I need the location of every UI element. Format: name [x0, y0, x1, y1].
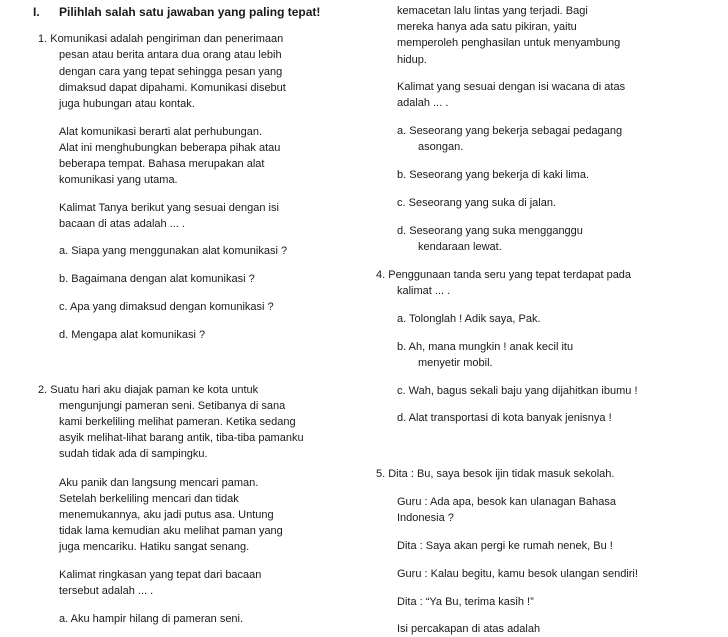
- question-5-prompt: Isi percakapan di atas adalah: [397, 623, 541, 635]
- question-4-option-d[interactable]: d. Alat transportasi di kota banyak jenisnya !: [397, 412, 612, 424]
- question-3-option-b[interactable]: b. Seseorang yang bekerja di kaki lima.: [397, 169, 589, 181]
- question-3-prompt: Kalimat yang sesuai dengan isi wacana di atas: [397, 81, 626, 93]
- question-4-option-b-cont: menyetir mobil.: [418, 357, 493, 369]
- question-3-prompt: adalah ... .: [397, 97, 449, 109]
- question-3-option-a-cont: asongan.: [418, 141, 464, 153]
- question-3-text: hidup.: [397, 54, 427, 66]
- question-5-dialog: Guru : Kalau begitu, kamu besok ulangan sendiri!: [397, 568, 638, 580]
- question-4-stem: kalimat ... .: [397, 285, 451, 297]
- question-5-dialog: Dita : Saya akan pergi ke rumah nenek, Bu !: [397, 540, 613, 552]
- question-2-prompt: Kalimat ringkasan yang tepat dari bacaan: [59, 569, 262, 581]
- question-1-prompt: Kalimat Tanya berikut yang sesuai dengan isi: [59, 202, 279, 214]
- question-2-text: asyik melihat-lihat barang antik, tiba-tiba pamanku: [59, 432, 304, 444]
- question-3-option-d-cont: kendaraan lewat.: [418, 241, 502, 253]
- section-heading: Pilihlah salah satu jawaban yang paling tepat!: [59, 5, 321, 19]
- question-3-text: kemacetan lalu lintas yang terjadi. Bagi: [397, 5, 588, 17]
- question-2-text: menemukannya, aku jadi putus asa. Untung: [59, 509, 274, 521]
- question-3-text: mereka hanya ada satu pikiran, yaitu: [397, 21, 577, 33]
- question-3-option-d[interactable]: d. Seseorang yang suka mengganggu: [397, 225, 583, 237]
- question-1-text: Alat komunikasi berarti alat perhubungan.: [59, 126, 263, 138]
- question-1-text: juga hubungan atau kontak.: [59, 98, 195, 110]
- question-1-text: komunikasi yang utama.: [59, 174, 178, 186]
- question-5-dialog: Indonesia ?: [397, 512, 454, 524]
- question-1-text: beberapa tempat. Bahasa merupakan alat: [59, 158, 265, 170]
- question-4-option-c[interactable]: c. Wah, bagus sekali baju yang dijahitkan ibumu !: [397, 385, 638, 397]
- question-2-prompt: tersebut adalah ... .: [59, 585, 154, 597]
- question-2-text: kami berkeliling melihat pameran. Ketika sedang: [59, 416, 296, 428]
- question-4-stem: 4. Penggunaan tanda seru yang tepat terdapat pada: [376, 269, 632, 281]
- question-2-text: Aku panik dan langsung mencari paman.: [59, 477, 259, 489]
- question-1-option-a[interactable]: a. Siapa yang menggunakan alat komunikasi ?: [59, 245, 288, 257]
- question-1-text: Alat ini menghubungkan beberapa pihak atau: [59, 142, 281, 154]
- question-1-prompt: bacaan di atas adalah ... .: [59, 218, 185, 230]
- question-1-option-d[interactable]: d. Mengapa alat komunikasi ?: [59, 329, 206, 341]
- question-2-text: sudah tidak ada di sampingku.: [59, 448, 208, 460]
- question-1-stem: 1. Komunikasi adalah pengiriman dan penerimaan: [38, 33, 284, 45]
- question-1-option-b[interactable]: b. Bagaimana dengan alat komunikasi ?: [59, 273, 255, 285]
- question-3-option-a[interactable]: a. Seseorang yang bekerja sebagai pedagang: [397, 125, 623, 137]
- question-2-text: mengunjungi pameran seni. Setibanya di sana: [59, 400, 286, 412]
- question-2-text: Setelah berkeliling mencari dan tidak: [59, 493, 239, 505]
- section-number: I.: [33, 5, 40, 19]
- question-1-text: dengan cara yang tepat sehingga pesan yang: [59, 66, 283, 78]
- question-5-dialog: Guru : Ada apa, besok kan ulanagan Bahasa: [397, 496, 616, 508]
- question-2-text: tidak lama kemudian aku melihat paman yang: [59, 525, 283, 537]
- question-5-stem: 5. Dita : Bu, saya besok ijin tidak masuk sekolah.: [376, 468, 615, 480]
- question-2-text: juga mencariku. Hatiku sangat senang.: [59, 541, 250, 553]
- question-2-option-a[interactable]: a. Aku hampir hilang di pameran seni.: [59, 613, 244, 625]
- question-1-option-c[interactable]: c. Apa yang dimaksud dengan komunikasi ?: [59, 301, 274, 313]
- question-2-stem: 2. Suatu hari aku diajak paman ke kota untuk: [38, 384, 259, 396]
- question-5-dialog: Dita : “Ya Bu, terima kasih !”: [397, 596, 534, 608]
- question-1-text: pesan atau berita antara dua orang atau lebih: [59, 49, 282, 61]
- question-3-text: memperoleh penghasilan untuk menyambung: [397, 37, 621, 49]
- question-4-option-b[interactable]: b. Ah, mana mungkin ! anak kecil itu: [397, 341, 574, 353]
- question-4-option-a[interactable]: a. Tolonglah ! Adik saya, Pak.: [397, 313, 541, 325]
- question-1-text: dimaksud dapat dipahami. Komunikasi disebut: [59, 82, 286, 94]
- question-3-option-c[interactable]: c. Seseorang yang suka di jalan.: [397, 197, 556, 209]
